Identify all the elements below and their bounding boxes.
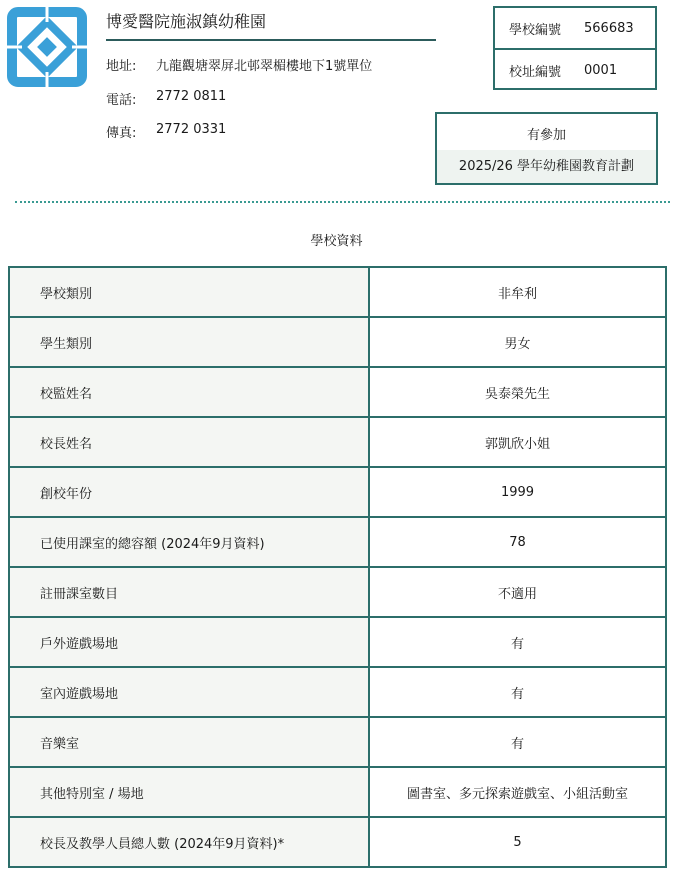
row-label: 已使用課室的總容額 (2024年9月資料) bbox=[9, 517, 369, 567]
table-row bbox=[9, 417, 666, 467]
table-row bbox=[9, 567, 666, 617]
row-value: 5 bbox=[369, 817, 666, 867]
row-label: 音樂室 bbox=[9, 717, 369, 767]
dotted-divider bbox=[15, 201, 670, 203]
row-label: 學生類別 bbox=[9, 317, 369, 367]
fax-row bbox=[106, 122, 226, 141]
row-value: 1999 bbox=[369, 467, 666, 517]
row-value: 有 bbox=[369, 617, 666, 667]
table-row bbox=[9, 767, 666, 817]
row-value: 郭凱欣小姐 bbox=[369, 417, 666, 467]
row-value: 吳泰榮先生 bbox=[369, 367, 666, 417]
row-label: 戶外遊戲場地 bbox=[9, 617, 369, 667]
school-number-value: 566683 bbox=[584, 20, 634, 36]
fax-value: 2772 0331 bbox=[156, 122, 227, 137]
school-number-label: 學校編號 bbox=[509, 22, 562, 38]
table-row bbox=[9, 267, 666, 317]
row-label: 註冊課室數目 bbox=[9, 567, 369, 617]
row-value: 非牟利 bbox=[369, 267, 666, 317]
school-code-box bbox=[493, 6, 657, 90]
table-row bbox=[9, 467, 666, 517]
address-value: 九龍觀塘翠屏北邨翠楣樓地下1號單位 bbox=[156, 59, 373, 74]
row-label: 學校類別 bbox=[9, 267, 369, 317]
row-value: 不適用 bbox=[369, 567, 666, 617]
location-number-value: 0001 bbox=[584, 62, 618, 78]
row-value: 男女 bbox=[369, 317, 666, 367]
row-label: 校監姓名 bbox=[9, 367, 369, 417]
row-label: 創校年份 bbox=[9, 467, 369, 517]
row-value: 圖書室、多元探索遊戲室、小組活動室 bbox=[369, 767, 666, 817]
phone-value: 2772 0811 bbox=[156, 89, 227, 104]
row-value: 有 bbox=[369, 717, 666, 767]
address-label: 地址: bbox=[106, 59, 137, 74]
school-logo-icon bbox=[6, 6, 88, 88]
school-info-table bbox=[8, 266, 667, 868]
section-title: 學校資料 bbox=[310, 234, 363, 249]
scheme-status: 有參加 bbox=[526, 128, 566, 143]
row-label: 校長及教學人員總人數 (2024年9月資料)* bbox=[9, 817, 369, 867]
address-row bbox=[106, 55, 372, 74]
row-label: 校長姓名 bbox=[9, 417, 369, 467]
phone-row bbox=[106, 89, 226, 108]
row-label: 室內遊戲場地 bbox=[9, 667, 369, 717]
table-row bbox=[9, 517, 666, 567]
scheme-name: 2025/26 學年幼稚園教育計劃 bbox=[437, 150, 656, 183]
row-label: 其他特別室 / 場地 bbox=[9, 767, 369, 817]
table-row bbox=[9, 817, 666, 867]
location-number-label: 校址編號 bbox=[509, 64, 562, 80]
title-divider bbox=[106, 39, 436, 41]
row-value: 78 bbox=[369, 517, 666, 567]
school-name: 博愛醫院施淑鎮幼稚園 bbox=[106, 12, 267, 31]
row-value: 有 bbox=[369, 667, 666, 717]
table-row bbox=[9, 367, 666, 417]
table-row bbox=[9, 617, 666, 667]
school-number-row bbox=[495, 8, 655, 48]
fax-label: 傳真: bbox=[106, 126, 137, 141]
table-row bbox=[9, 717, 666, 767]
phone-label: 電話: bbox=[106, 93, 137, 108]
table-row bbox=[9, 667, 666, 717]
table-row bbox=[9, 317, 666, 367]
scheme-box bbox=[435, 112, 658, 185]
location-number-row bbox=[495, 48, 655, 90]
